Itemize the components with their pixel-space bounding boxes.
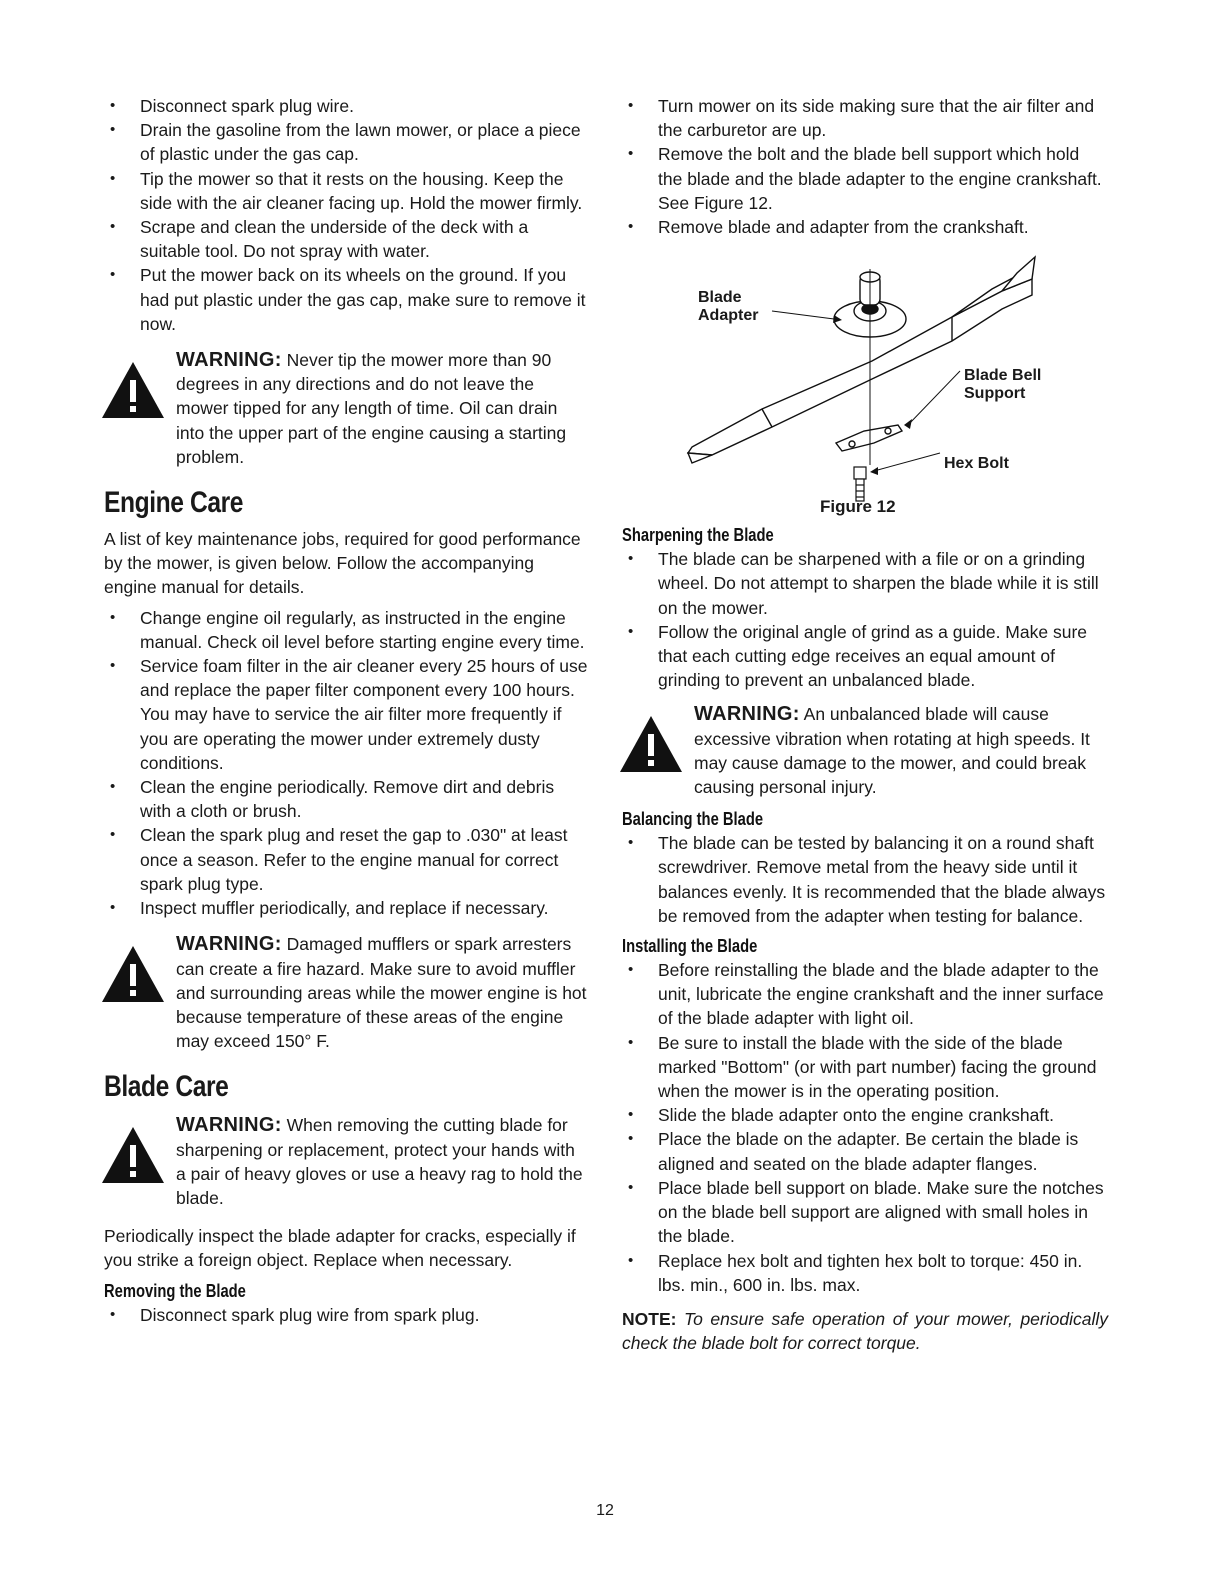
label-blade-bell-support xyxy=(964,367,1041,403)
list-item: • Drain the gasoline from the lawn mower, or place a piece of plastic under the gas cap. xyxy=(104,118,588,166)
warning-unbalanced-blade xyxy=(622,702,1108,799)
warning-label: WARNING: xyxy=(694,703,800,726)
removing-blade-heading: Removing the Blade xyxy=(104,1280,246,1301)
warning-label: WARNING: xyxy=(176,1114,282,1137)
label-line: Adapter xyxy=(698,307,759,325)
list-item: • Change engine oil regularly, as instructed in the engine manual. Check oil level before starting engine every time. xyxy=(104,606,588,654)
balancing-heading: Balancing the Blade xyxy=(622,809,764,830)
blade-bell-support xyxy=(836,425,902,451)
engine-care-heading: Engine Care xyxy=(104,486,244,520)
figure-caption: Figure 12 xyxy=(820,497,896,517)
list-item: • The blade can be tested by balancing it on a round shaft screwdriver. Remove metal from the heavy side until it balances evenly. It is recommended that the blade always be removed from the adapter when testing for balance. xyxy=(622,831,1108,928)
list-item: • Scrape and clean the underside of the deck with a suitable tool. Do not spray with water. xyxy=(104,215,588,263)
list-item: • Disconnect spark plug wire from spark plug. xyxy=(104,1303,588,1327)
warning-triangle-icon xyxy=(100,1125,166,1185)
label-line: Blade xyxy=(698,289,742,307)
warning-label: WARNING: xyxy=(176,933,282,956)
list-item: • Clean the engine periodically. Remove dirt and debris with a cloth or brush. xyxy=(104,775,588,823)
warning-text: An unbalanced blade will cause excessive vibration when rotating at high speeds. It may cause damage to the mower, and could break causing personal injury. xyxy=(694,704,1090,798)
blade-care-paragraph: Periodically inspect the blade adapter for cracks, especially if you strike a foreign object. Replace when necessary. xyxy=(104,1226,576,1271)
list-item: • Place blade bell support on blade. Make sure the notches on the blade bell support are aligned with small holes in the blade. xyxy=(622,1176,1108,1249)
figure-12 xyxy=(622,249,1108,517)
list-item: • Service foam filter in the air cleaner every 25 hours of use and replace the paper filter component every 100 hours. You may have to service the air filter more frequently if you are operating the mower under extremely dusty conditions. xyxy=(104,654,588,775)
blade-care-heading: Blade Care xyxy=(104,1070,229,1104)
note-label: NOTE: xyxy=(622,1308,677,1329)
list-item: • Clean the spark plug and reset the gap to .030" at least once a season. Refer to the engine manual for correct spark plug type. xyxy=(104,823,588,896)
installing-list xyxy=(622,958,1108,1297)
list-item: • Inspect muffler periodically, and replace if necessary. xyxy=(104,896,588,920)
page-number: 12 xyxy=(596,1502,614,1519)
sharpening-list xyxy=(622,547,1108,692)
list-item: • Put the mower back on its wheels on the ground. If you had put plastic under the gas cap, make sure to remove it now. xyxy=(104,263,588,336)
list-item: • Be sure to install the blade with the side of the blade marked "Bottom" (or with part number) facing the ground when the mower is in the operating position. xyxy=(622,1031,1108,1104)
list-item: • Remove the bolt and the blade bell support which hold the blade and the blade adapter to the engine crankshaft. See Figure 12. xyxy=(622,142,1108,215)
right-column xyxy=(622,94,1108,1355)
warning-tip-mower xyxy=(104,348,588,469)
list-item: • Place the blade on the adapter. Be certain the blade is aligned and seated on the blade adapter flanges. xyxy=(622,1127,1108,1175)
list-item: • The blade can be sharpened with a file or on a grinding wheel. Do not attempt to sharpen the blade while it is still on the mower. xyxy=(622,547,1108,620)
installing-heading: Installing the Blade xyxy=(622,936,758,957)
list-item: • Tip the mower so that it rests on the housing. Keep the side with the air cleaner facing up. Hold the mower firmly. xyxy=(104,167,588,215)
warning-muffler xyxy=(104,932,588,1053)
label-hex-bolt: Hex Bolt xyxy=(944,455,1009,473)
list-item: • Follow the original angle of grind as a guide. Make sure that each cutting edge receives an equal amount of grinding to prevent an unbalanced blade. xyxy=(622,620,1108,693)
warning-triangle-icon xyxy=(100,944,166,1004)
engine-care-intro: A list of key maintenance jobs, required for good performance by the mower, is given below. Follow the accompanying engine manual for details. xyxy=(104,529,581,598)
warning-label: WARNING: xyxy=(176,349,282,372)
list-item: • Turn mower on its side making sure that the air filter and the carburetor are up. xyxy=(622,94,1108,142)
label-blade-adapter xyxy=(698,289,758,325)
warning-text: When removing the cutting blade for sharpening or replacement, protect your hands with a pair of heavy gloves or use a heavy rag to hold the blade. xyxy=(176,1115,583,1208)
list-item: • Remove blade and adapter from the crankshaft. xyxy=(622,215,1108,239)
blade-removal-steps-list xyxy=(622,94,1108,239)
label-line: Blade Bell xyxy=(964,367,1042,385)
engine-care-list xyxy=(104,606,588,921)
list-item: • Before reinstalling the blade and the blade adapter to the unit, lubricate the engine crankshaft and the inner surface of the blade adapter with light oil. xyxy=(622,958,1108,1031)
list-item: • Slide the blade adapter onto the engine crankshaft. xyxy=(622,1103,1108,1127)
warning-text: Never tip the mower more than 90 degrees in any directions and do not leave the mower tipped for any length of time. Oil can drain into the upper part of the engine causing a starting problem. xyxy=(176,350,567,467)
torque-note xyxy=(622,1307,1108,1355)
removing-blade-list xyxy=(104,1303,588,1327)
list-item: • Replace hex bolt and tighten hex bolt to torque: 450 in. lbs. min., 600 in. lbs. max. xyxy=(622,1249,1108,1297)
warning-text: Damaged mufflers or spark arresters can create a fire hazard. Make sure to avoid muffler and surrounding areas while the mower engine is hot because temperature of these areas of the engine may exceed 150° F. xyxy=(176,934,587,1052)
label-line: Support xyxy=(964,385,1026,403)
tipping-steps-list xyxy=(104,94,588,336)
balancing-list xyxy=(622,831,1108,928)
left-column xyxy=(104,94,588,1327)
warning-blade-removal xyxy=(104,1113,588,1210)
list-item: • Disconnect spark plug wire. xyxy=(104,94,588,118)
sharpening-heading: Sharpening the Blade xyxy=(622,525,774,546)
warning-triangle-icon xyxy=(618,714,684,774)
note-text: To ensure safe operation of your mower, periodically check the blade bolt for correct torque. xyxy=(622,1308,1108,1354)
warning-triangle-icon xyxy=(100,360,166,420)
